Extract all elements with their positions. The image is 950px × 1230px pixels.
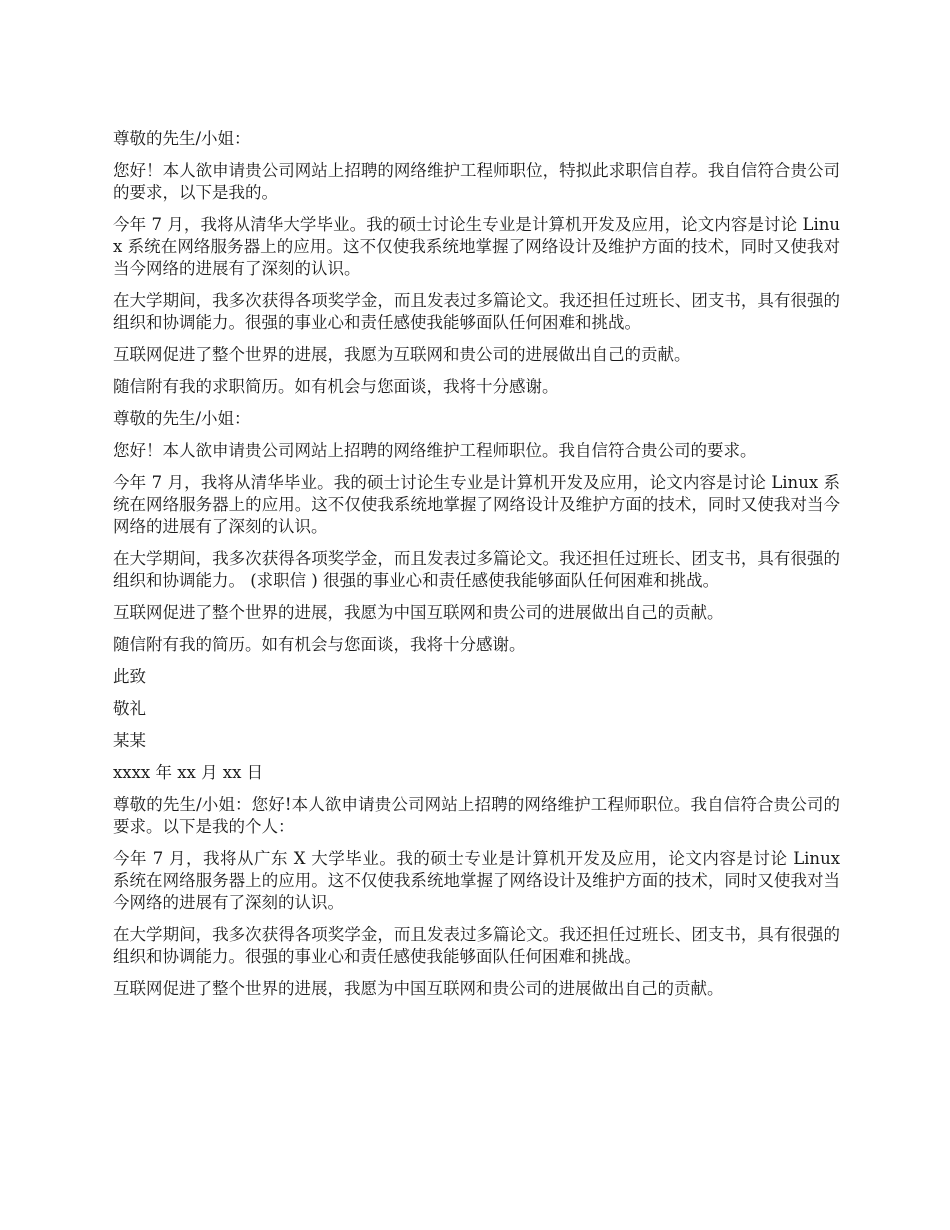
signature-date: xxxx 年 xx 月 xx 日 bbox=[113, 763, 264, 782]
closing-line: 敬礼 bbox=[113, 699, 146, 718]
letter-paragraph: 您好！本人欲申请贵公司网站上招聘的网络维护工程师职位。我自信符合贵公司的要求。 bbox=[113, 441, 757, 460]
letter-body bbox=[113, 128, 840, 1010]
letter-paragraph: 互联网促进了整个世界的进展，我愿为互联网和贵公司的进展做出自己的贡献。 bbox=[113, 345, 691, 364]
letter-paragraph: 您好！本人欲申请贵公司网站上招聘的网络维护工程师职位，特拟此求职信自荐。我自信符合贵公司的要求，以下是我的。 bbox=[113, 161, 840, 202]
letter-paragraph: 在大学期间，我多次获得各项奖学金，而且发表过多篇论文。我还担任过班长、团支书，具有很强的组织和协调能力。很强的事业心和责任感使我能够面队任何困难和挑战。 bbox=[113, 925, 840, 966]
letter-paragraph: 互联网促进了整个世界的进展，我愿为中国互联网和贵公司的进展做出自己的贡献。 bbox=[113, 979, 724, 998]
closing-line: 此致 bbox=[113, 667, 146, 686]
letter-paragraph: 在大学期间，我多次获得各项奖学金，而且发表过多篇论文。我还担任过班长、团支书，具有很强的组织和协调能力。很强的事业心和责任感使我能够面队任何困难和挑战。 bbox=[113, 291, 840, 332]
signature-name: 某某 bbox=[113, 731, 146, 750]
letter-paragraph: 今年 7 月，我将从清华毕业。我的硕士讨论生专业是计算机开发及应用，论文内容是讨论 Linux 系统在网络服务器上的应用。这不仅使我系统地掌握了网络设计及维护方面的技术，同时又使我对当今网络的进展有了深刻的认识。 bbox=[113, 473, 840, 536]
salutation: 尊敬的先生/小姐： bbox=[113, 409, 251, 428]
letter-paragraph: 今年 7 月，我将从广东 X 大学毕业。我的硕士专业是计算机开发及应用，论文内容是讨论 Linux 系统在网络服务器上的应用。这不仅使我系统地掌握了网络设计及维护方面的技术，同时又使我对当今网络的进展有了深刻的认识。 bbox=[113, 849, 840, 912]
letter-paragraph: 尊敬的先生/小姐：您好!本人欲申请贵公司网站上招聘的网络维护工程师职位。我自信符合贵公司的要求。以下是我的个人： bbox=[113, 795, 840, 836]
letter-paragraph: 今年 7 月，我将从清华大学毕业。我的硕士讨论生专业是计算机开发及应用，论文内容是讨论 Linux 系统在网络服务器上的应用。这不仅使我系统地掌握了网络设计及维护方面的技术，同时又使我对当今网络的进展有了深刻的认识。 bbox=[113, 215, 840, 278]
letter-paragraph: 在大学期间，我多次获得各项奖学金，而且发表过多篇论文。我还担任过班长、团支书，具有很强的组织和协调能力。 (求职信 ) 很强的事业心和责任感使我能够面队任何困难和挑战。 bbox=[113, 549, 840, 590]
salutation: 尊敬的先生/小姐： bbox=[113, 129, 251, 148]
letter-paragraph: 随信附有我的求职简历。如有机会与您面谈，我将十分感谢。 bbox=[113, 377, 559, 396]
letter-paragraph: 随信附有我的简历。如有机会与您面谈，我将十分感谢。 bbox=[113, 635, 526, 654]
letter-paragraph: 互联网促进了整个世界的进展，我愿为中国互联网和贵公司的进展做出自己的贡献。 bbox=[113, 603, 724, 622]
